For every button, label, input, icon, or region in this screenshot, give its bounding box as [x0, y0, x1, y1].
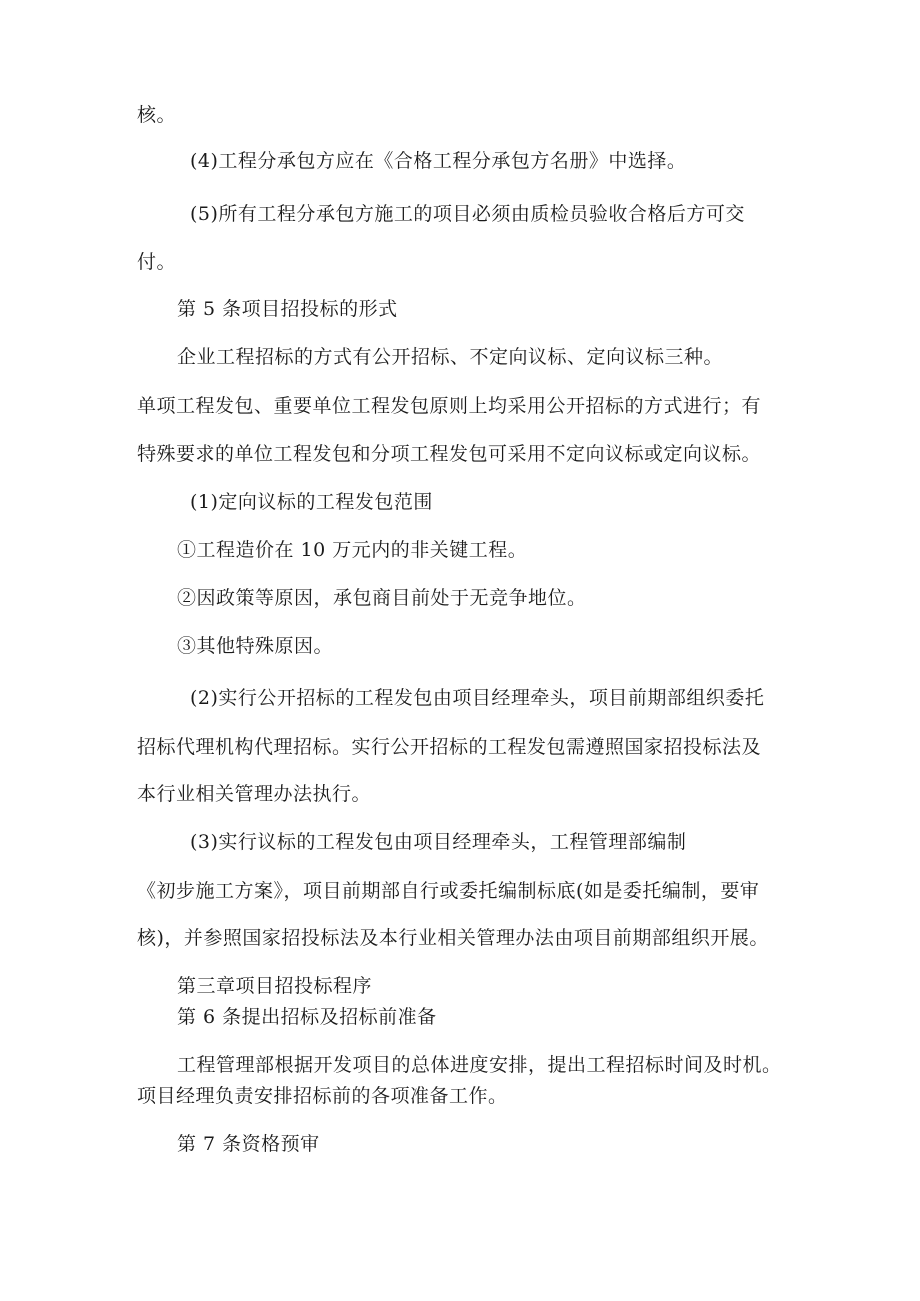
text-line: (1)定向议标的工程发包范围: [190, 491, 433, 513]
text-line: (4)工程分承包方应在《合格工程分承包方名册》中选择。: [190, 150, 687, 172]
text-line: 特殊要求的单位工程发包和分项工程发包可采用不定向议标或定向议标。: [137, 443, 762, 465]
text-line: 招标代理机构代理招标。实行公开招标的工程发包需遵照国家招投标法及: [137, 736, 762, 758]
text-line: 核。: [137, 104, 177, 126]
text-line: ①工程造价在 10 万元内的非关键工程。: [177, 539, 528, 561]
text-line: (2)实行公开招标的工程发包由项目经理牵头，项目前期部组织委托: [190, 687, 765, 709]
text-line: ②因政策等原因，承包商目前处于无竞争地位。: [177, 587, 587, 609]
text-line: 单项工程发包、重要单位工程发包原则上均采用公开招标的方式进行；有: [137, 395, 762, 417]
text-line: ③其他特殊原因。: [177, 635, 334, 657]
text-line: (3)实行议标的工程发包由项目经理牵头，工程管理部编制: [190, 831, 687, 853]
section-heading: 第 7 条资格预审: [177, 1133, 320, 1155]
text-line: 《初步施工方案》，项目前期部自行或委托编制标底(如是委托编制，要审: [137, 880, 760, 902]
text-line: 本行业相关管理办法执行。: [137, 783, 372, 805]
chapter-heading: 第三章项目招投标程序: [177, 975, 373, 997]
text-line: 核)，并参照国家招投标法及本行业相关管理办法由项目前期部组织开展。: [137, 927, 769, 949]
text-line: 付。: [137, 251, 177, 273]
text-line: (5)所有工程分承包方施工的项目必须由质检员验收合格后方可交: [190, 203, 745, 225]
text-line: 项目经理负责安排招标前的各项准备工作。: [137, 1085, 508, 1107]
section-heading: 第 6 条提出招标及招标前准备: [177, 1006, 437, 1028]
section-heading: 第 5 条项目招投标的形式: [177, 298, 398, 320]
text-line: 企业工程招标的方式有公开招标、不定向议标、定向议标三种。: [177, 346, 724, 368]
text-line: 工程管理部根据开发项目的总体进度安排，提出工程招标时间及时机。: [177, 1054, 782, 1076]
